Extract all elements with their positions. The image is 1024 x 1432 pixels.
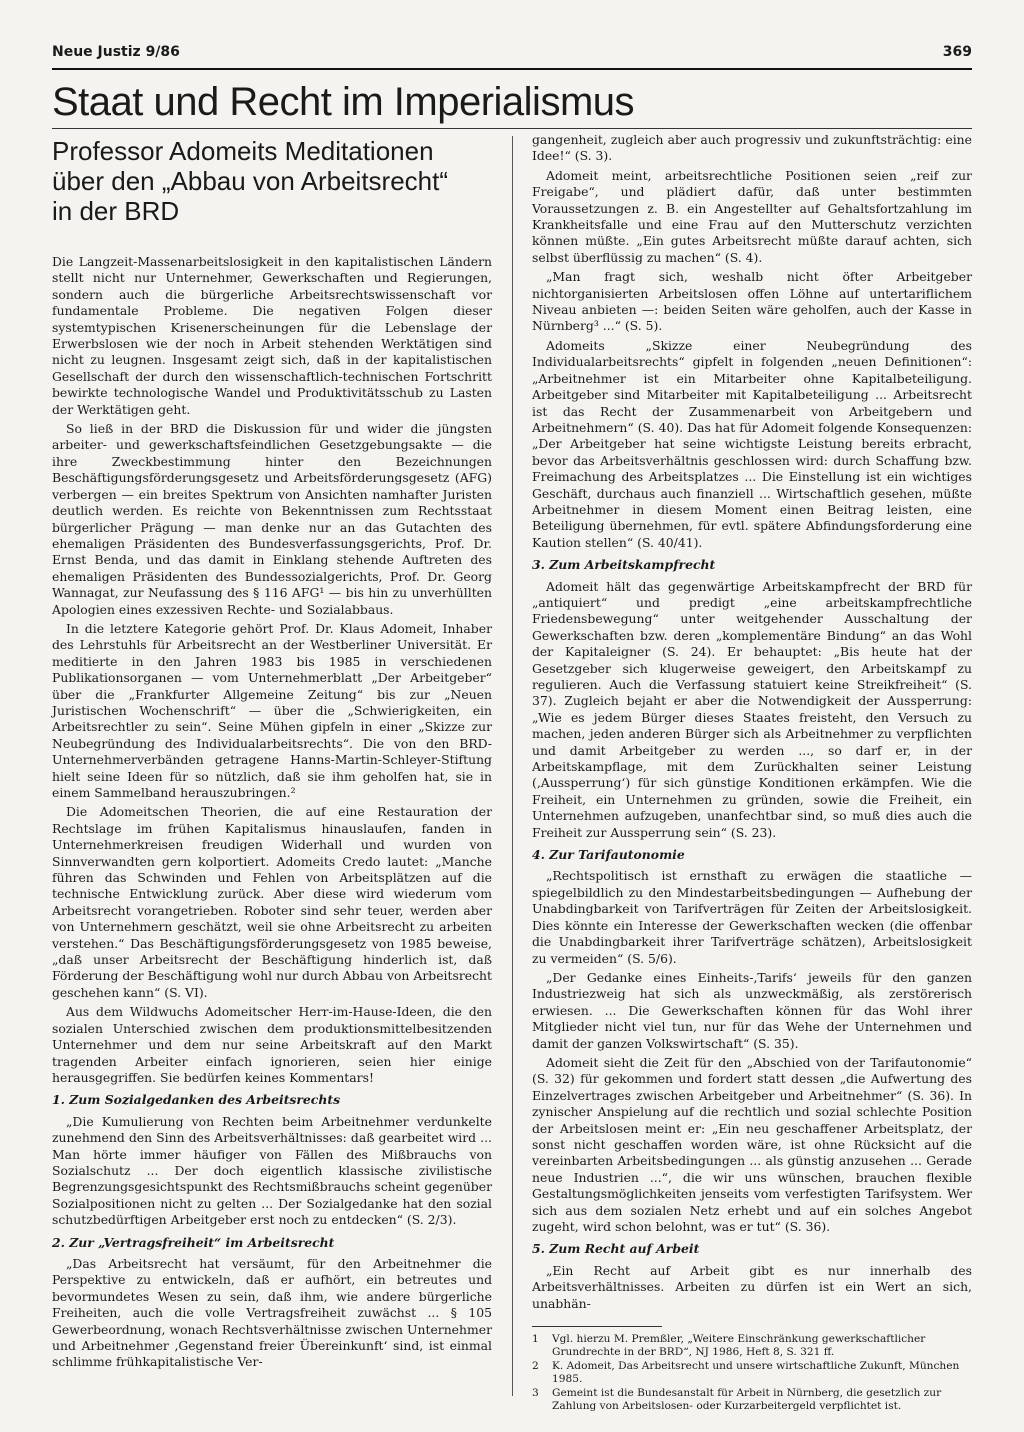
running-head	[52, 42, 972, 70]
footnote-number: 2	[532, 1359, 539, 1372]
footnote-text: Vgl. hierzu M. Premßler, „Weitere Einschränkung gewerkschaftlicher Grundrechte in der BRD“, NJ 1986, Heft 8, S. 321 ff.	[552, 1333, 926, 1359]
paragraph: „Die Kumulierung von Rechten beim Arbeitnehmer verdunkelte zunehmend den Sinn des Arbeitsverhältnisses: daß gearbeitet wird ... Man hörte immer häufiger von Fällen des Mißbrauchs von Sozialschutz ... Der doch eigentlich klassische zivilistische Begrenzungsgesichtspunkt des Rechtsmißbrauchs scheint gegenüber Sozialpositionen nicht zu gelten ... Der Sozialgedanke hat den sozial schutzbedürftigen Arbeitgeber erst noch zu entdecken“ (S. 2/3).	[52, 1113, 492, 1228]
article-title-line: über den „Abbau von Arbeitsrecht“	[52, 166, 449, 196]
paragraph: gangenheit, zugleich aber auch progressiv und zukunftsträchtig: eine Idee!“ (S. 3).	[532, 132, 972, 164]
column-divider	[512, 136, 513, 1396]
section-title: Staat und Recht im Imperialismus	[52, 80, 635, 124]
paragraph: Adomeits „Skizze einer Neubegründung des Individualarbeitsrechts“ gipfelt in folgenden „neuen Definitionen“: „Arbeitnehmer ist ein Mitarbeiter ohne Kapitalbeteiligung. Arbeitgeber sind Mitarbeiter mit Kapitalbeteiligung ... Arbeitsrecht ist das Recht der Zusammenarbeit von Arbeitgebern und Arbeitnehmern“ (S. 40). Das hat für Adomeit folgende Konsequenzen: „Der Arbeitgeber hat seine wichtigste Leistung bereits erbracht, bevor das Arbeitsverhältnis geschlossen wird: durch Schaffung bzw. Freimachung des Arbeitsplatzes ... Die Einstellung ist ein wichtiges Geschäft, durchaus auch finanziell ... Wirtschaftlich gesehen, müßte Arbeitnehmer in diesem Moment einen Beitrag leisten, eine Beteiligung übernehmen, für evtl. spätere Abfindungsforderung eine Kaution stellen“ (S. 40/41).	[532, 337, 972, 550]
article-title-line: Professor Adomeits Meditationen	[52, 136, 434, 166]
paragraph: „Das Arbeitsrecht hat versäumt, für den Arbeitnehmer die Perspektive zu entwickeln, daß er aufhört, ein betreutes und bevormundetes Wesen zu sein, daß ihm, wie andere bürgerliche Freiheiten, auch die volle Vertragsfreiheit zuwächst ... § 105 Gewerbeordnung, wonach Rechtsverhältnisse zwischen Unternehmer und Arbeitnehmer ‚Gegenstand freier Übereinkunft‘ sind, ist einmal schlimme frühkapitalistische Ver-	[52, 1255, 492, 1370]
paragraph: In die letztere Kategorie gehört Prof. Dr. Klaus Adomeit, Inhaber des Lehrstuhls für Arbeitsrecht an der Westberliner Universität. Er meditierte in den Jahren 1983 bis 1985 in verschiedenen Publikationsorganen — vom Unternehmerblatt „Der Arbeitgeber“ über die „Frankfurter Allgemeine Zeitung“ bis zur „Neuen Juristischen Wochenschrift“ — über die „Schwierigkeiten, ein Arbeitsrechtler zu sein“. Seine Mühen gipfeln in einer „Skizze zur Neubegründung des Individualarbeitsrechts“. Die von den BRD-Unternehmerverbänden getragene Hanns-Martin-Schleyer-Stiftung hielt seine Ideen für so nützlich, daß sie ihm geholfen hat, sie in einem Sammelband herauszubringen.²	[52, 620, 492, 800]
subheading: 1. Zum Sozialgedanken des Arbeitsrechts	[52, 1092, 341, 1108]
paragraph: Die Adomeitschen Theorien, die auf eine Restauration der Rechtslage im frühen Kapitalismus hinauslaufen, fanden in Unternehmerkreisen freudigen Widerhall und wurden von Sinnverwandten gern kolportiert. Adomeits Credo lautet: „Manche führen das Schwinden und Fehlen von Arbeitsplätzen auf die technische Entwicklung zurück. Aber diese wird wiederum vom Arbeitsrecht vorangetrieben. Roboter sind sehr teuer, werden aber von Unternehmern geschätzt, weil sie ohne Arbeitsrecht zu arbeiten verstehen.“ Das Beschäftigungsförderungsgesetz von 1985 beweise, „daß unser Arbeitsrecht der Beschäftigung hinderlich ist, daß Förderung der Beschäftigung wohl nur durch Abbau von Arbeitsrecht geschehen kann“ (S. VI).	[52, 804, 492, 1000]
footnotes	[532, 1327, 972, 1413]
paragraph: Adomeit meint, arbeitsrechtliche Positionen seien „reif zur Freigabe“, und plädiert dafür, daß unter bestimmten Voraussetzungen z. B. ein Angestellter auf Gehaltsfortzahlung im Krankheitsfalle und eine Frau auf den Mutterschutz verzichten können müßte. „Ein gutes Arbeitsrecht müßte darauf achten, sich selbst überflüssig zu machen“ (S. 4).	[532, 167, 972, 265]
footnote-text: K. Adomeit, Das Arbeitsrecht und unsere wirtschaftliche Zukunft, München 1985.	[552, 1359, 960, 1386]
paragraph: „Man fragt sich, weshalb nicht öfter Arbeitgeber nichtorganisierten Arbeitslosen offen Löhne auf untertariflichem Niveau anbieten —: beiden Seiten wäre geholfen, auch der Kasse in Nürnberg³ ...“ (S. 5).	[532, 269, 972, 334]
section-rule	[52, 128, 972, 129]
subheading: 4. Zur Tarifautonomie	[532, 847, 685, 863]
paragraph: Aus dem Wildwuchs Adomeitscher Herr-im-Hause-Ideen, die den sozialen Unterschied zwischen dem produktionsmittelbesitzenden Unternehmer und dem nur seine Arbeitskraft auf den Markt tragenden Arbeiter einfach ignorieren, seien hier einige herausgegriffen. Sie bedürfen keines Kommentars!	[52, 1004, 492, 1085]
footnote-text: Gemeint ist die Bundesanstalt für Arbeit in Nürnberg, die gesetzlich zur Zahlung von Arbeitslosen- oder Kurzarbeitergeld verpflichtet ist.	[552, 1386, 942, 1413]
page-number: 369	[942, 44, 972, 60]
footnote	[532, 1387, 972, 1414]
article-title-line: in der BRD	[52, 196, 180, 226]
footnote	[532, 1333, 972, 1360]
paragraph: Die Langzeit-Massenarbeitslosigkeit in den kapitalistischen Ländern stellt nicht nur Unternehmer, Gewerkschaften und Regierungen, sondern auch die bürgerliche Arbeitsrechtswissenschaft vor fundamentale Probleme. Die negativen Folgen dieser systemtypischen Krisenerscheinungen für die Lebenslage der Erwerbslosen wie der noch in Arbeit stehenden Werktätigen sind nicht zu leugnen. Insgesamt zeigt sich, daß in der kapitalistischen Gesellschaft der durch den wissenschaftlich-technischen Fortschritt bewirkte technologische Wandel und Produktivitätsschub zu Lasten der Werktätigen geht.	[52, 254, 492, 417]
right-column	[532, 132, 972, 1413]
paragraph: „Der Gedanke eines Einheits-‚Tarifs‘ jeweils für den ganzen Industriezweig hat sich als unzweckmäßig, als zerstörerisch erwiesen. ... Die Gewerkschaften können für das Wohl ihrer Mitglieder nicht viel tun, nur für das Wehe der Unternehmen und damit der ganzen Volkswirtschaft“ (S. 35).	[532, 969, 972, 1051]
paragraph: So ließ in der BRD die Diskussion für und wider die jüngsten arbeiter- und gewerkschaftsfeindlichen Gesetzgebungsakte — die ihre Zweckbestimmung hinter den Bezeichnungen Beschäftigungsförderungsgesetz und Arbeitsförderungsgesetz (AFG) verbergen — ein breites Spektrum von Ansichten namhafter Juristen deutlich werden. Es reichte von Bekenntnissen zum Rechtsstaat bürgerlicher Prägung — man denke nur an das Gutachten des ehemaligen Präsidenten des Bundesverfassungsgerichts, Prof. Dr. Ernst Benda, und das damit in Einklang stehende Auftreten des ehemaligen Präsidenten des Bundessozialgerichts, Prof. Dr. Georg Wannagat, zur Neufassung des § 116 AFG¹ — bis hin zu unverhüllten Apologien eines exzessiven Rechte- und Sozialabbaus.	[52, 421, 492, 617]
paragraph: „Rechtspolitisch ist ernsthaft zu erwägen die staatliche — spiegelbildlich zu den Mindestarbeitsbedingungen — Aufhebung der Unabdingbarkeit von Tarifverträgen für Zeiten der Arbeitslosigkeit. Dies könnte ein Interesse der Gewerkschaften wecken (die offenbar die Unabdingbarkeit ihrer Tarifverträge schätzen), Arbeitslosigkeit zu vermeiden“ (S. 5/6).	[532, 868, 972, 966]
footnote-number: 3	[532, 1386, 539, 1399]
journal-name: Neue Justiz 9/86	[52, 44, 180, 60]
left-column	[52, 136, 492, 1374]
paragraph: Adomeit hält das gegenwärtige Arbeitskampfrecht der BRD für „antiquiert“ und predigt „eine arbeitskampfrechtliche Friedensbewegung“ unter weitgehender Ausschaltung der Gewerkschaften bzw. deren „komplementäre Bindung“ an das Wohl der Kapitaleigner (S. 24). Er behauptet: „Bis heute hat der Gesetzgeber sich klugerweise geweigert, den Arbeitskampf zu regulieren. Auch die Verfassung statuiert keine Streikfreiheit“ (S. 37). Zugleich bejaht er aber die Notwendigkeit der Aussperrung: „Wie es jedem Bürger dieses Staates freisteht, den Versuch zu machen, jeden anderen Bürger sich als Arbeitnehmer zu verpflichten und damit Arbeitgeber zu werden ..., so darf er, in der Arbeitskampflage, mit dem Zurückhalten seiner Leistung (‚Aussperrung‘) für sich günstige Konditionen erkämpfen. Wie die Freiheit, ein Unternehmen zu gründen, sowie die Freiheit, ein Unternehmen aufzugeben, unanfechtbar sind, so muß dies auch die Freiheit zur Aussperrung sein“ (S. 23).	[532, 578, 972, 840]
subheading: 2. Zur „Vertragsfreiheit“ im Arbeitsrecht	[52, 1234, 335, 1250]
footnote	[532, 1360, 972, 1387]
subheading: 3. Zum Arbeitskampfrecht	[532, 557, 716, 573]
subheading: 5. Zum Recht auf Arbeit	[532, 1241, 700, 1257]
footnote-number: 1	[532, 1333, 539, 1346]
paragraph: Adomeit sieht die Zeit für den „Abschied von der Tarifautonomie“ (S. 32) für gekommen und fordert statt dessen „die Aufwertung des Einzelvertrages zwischen Arbeitgeber und Arbeitnehmer“ (S. 36). In zynischer Anspielung auf die rechtlich und sozial schlechte Position der Arbeitslosen meint er: „Ein neu geschaffener Arbeitsplatz, der sonst nicht geschaffen worden wäre, ist ohne Rücksicht auf die vereinbarten Arbeitsbedingungen ... als günstig anzusehen ... Gerade neue Industrien ...“, die wir uns wünschen, brauchen flexible Gestaltungsmöglichkeiten jenseits vom verfestigten Tarifsystem. Wer sich aus dem sozialen Netz erhebt und auf ein solches Angebot zugeht, wird schon belohnt, was er tut“ (S. 36).	[532, 1054, 972, 1234]
paragraph: „Ein Recht auf Arbeit gibt es nur innerhalb des Arbeitsverhältnisses. Arbeiten zu dürfen ist ein Wert an sich, unabhän-	[532, 1262, 972, 1311]
article-title	[52, 136, 492, 226]
